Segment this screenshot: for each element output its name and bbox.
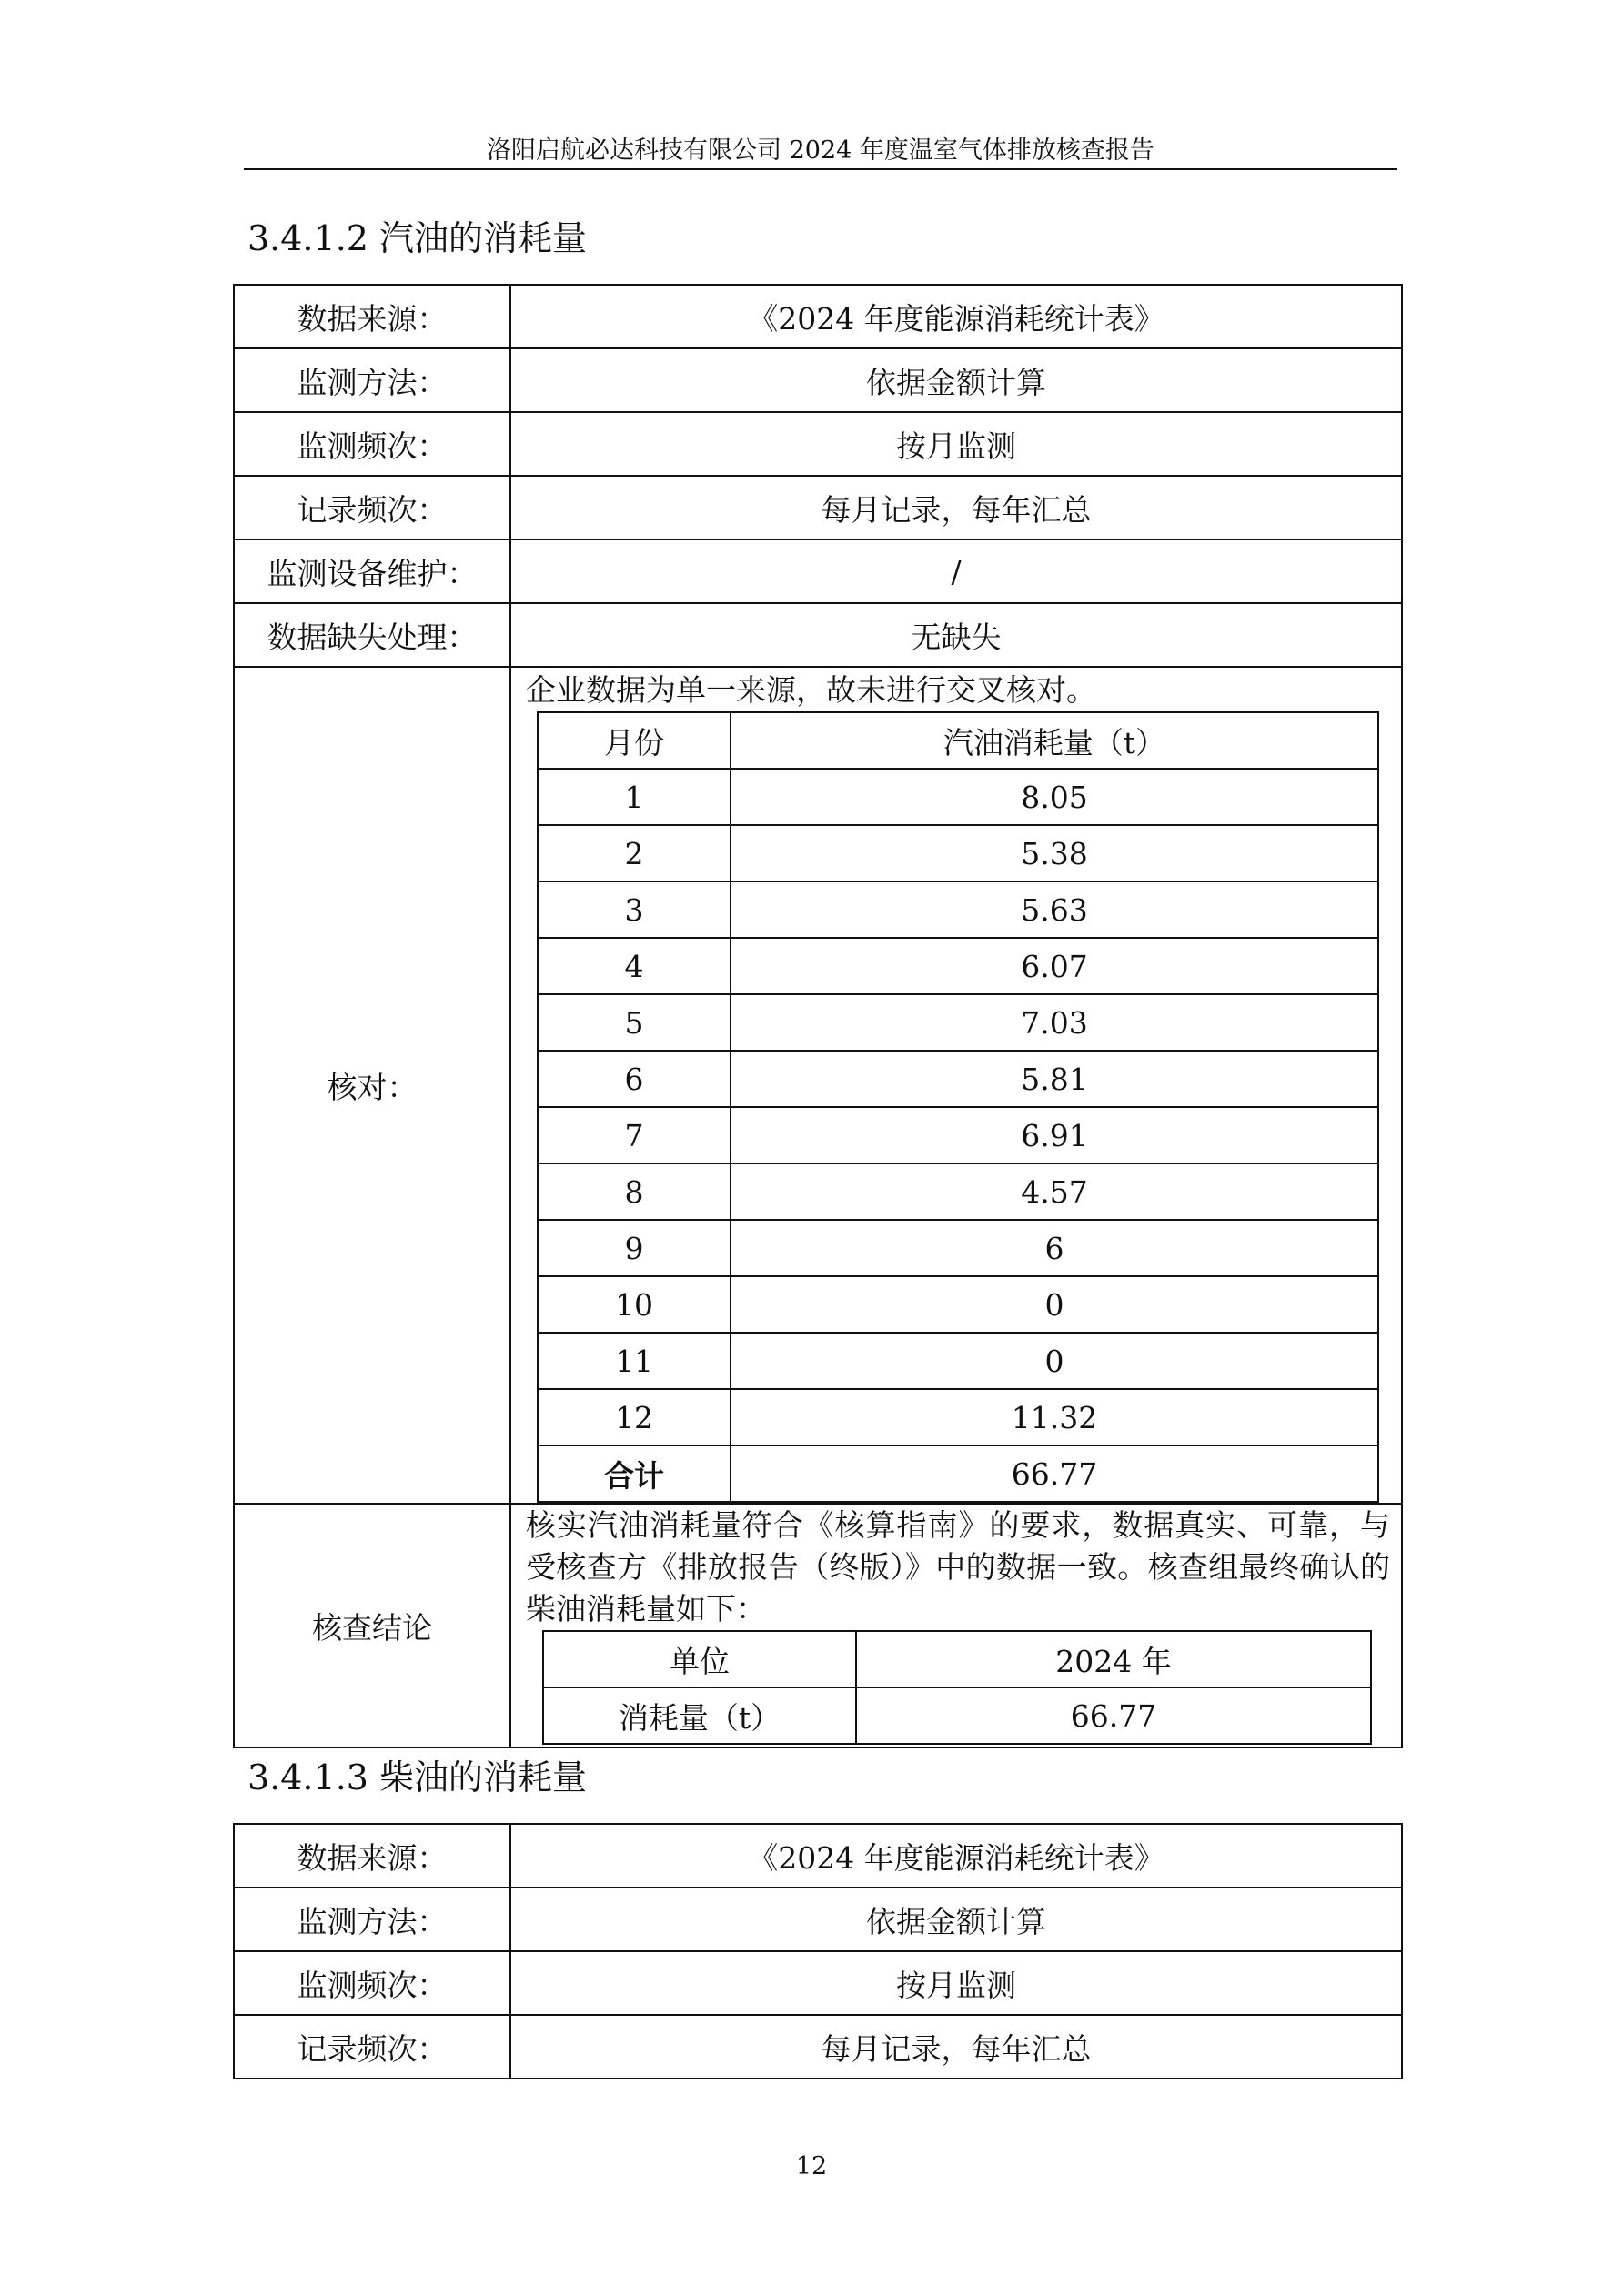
verification-label: 核对： bbox=[234, 667, 510, 1504]
row-value: / bbox=[510, 539, 1402, 603]
row-value: 《2024 年度能源消耗统计表》 bbox=[510, 285, 1402, 348]
conclusion-cell bbox=[510, 1504, 1402, 1747]
consumption-cell: 6.91 bbox=[731, 1107, 1378, 1163]
total-value: 66.77 bbox=[731, 1445, 1378, 1502]
table-row bbox=[234, 603, 1402, 667]
row-label: 数据缺失处理： bbox=[234, 603, 510, 667]
consumption-cell: 11.32 bbox=[731, 1389, 1378, 1445]
month-cell: 5 bbox=[538, 994, 731, 1051]
row-value: 无缺失 bbox=[510, 603, 1402, 667]
row-label: 监测频次： bbox=[234, 412, 510, 476]
monthly-row bbox=[538, 769, 1378, 825]
month-cell: 9 bbox=[538, 1220, 731, 1276]
monthly-row bbox=[538, 1333, 1378, 1389]
month-cell: 3 bbox=[538, 881, 731, 938]
monthly-total-row bbox=[538, 1445, 1378, 1502]
diesel-table bbox=[233, 1823, 1403, 2079]
consumption-cell: 6.07 bbox=[731, 938, 1378, 994]
report-header: 洛阳启航必达科技有限公司 2024 年度温室气体排放核查报告 bbox=[487, 136, 1154, 165]
row-value: 依据金额计算 bbox=[510, 1888, 1402, 1951]
total-label: 合计 bbox=[538, 1445, 731, 1502]
month-cell: 11 bbox=[538, 1333, 731, 1389]
conclusion-row bbox=[234, 1504, 1402, 1747]
row-value: 按月监测 bbox=[510, 412, 1402, 476]
conclusion-row-value: 66.77 bbox=[856, 1687, 1371, 1744]
consumption-cell: 5.63 bbox=[731, 881, 1378, 938]
month-cell: 8 bbox=[538, 1163, 731, 1220]
row-label: 记录频次： bbox=[234, 476, 510, 539]
monthly-row bbox=[538, 1107, 1378, 1163]
month-cell: 4 bbox=[538, 938, 731, 994]
consumption-cell: 0 bbox=[731, 1276, 1378, 1333]
section-title-diesel: 3.4.1.3 柴油的消耗量 bbox=[247, 1757, 588, 1798]
col-unit-header: 单位 bbox=[543, 1631, 856, 1687]
month-cell: 10 bbox=[538, 1276, 731, 1333]
monthly-row bbox=[538, 825, 1378, 881]
table-row bbox=[234, 1888, 1402, 1951]
month-cell: 6 bbox=[538, 1051, 731, 1107]
monthly-header-row bbox=[538, 712, 1378, 769]
row-label: 监测设备维护： bbox=[234, 539, 510, 603]
row-value: 每月记录，每年汇总 bbox=[510, 476, 1402, 539]
monthly-table bbox=[537, 711, 1379, 1503]
conclusion-value-row bbox=[543, 1687, 1371, 1744]
col-month-header: 月份 bbox=[538, 712, 731, 769]
consumption-cell: 0 bbox=[731, 1333, 1378, 1389]
table-row bbox=[234, 539, 1402, 603]
monthly-row bbox=[538, 1220, 1378, 1276]
consumption-cell: 7.03 bbox=[731, 994, 1378, 1051]
gasoline-table bbox=[233, 284, 1403, 1748]
row-label: 监测频次： bbox=[234, 1951, 510, 2015]
table-row bbox=[234, 285, 1402, 348]
month-cell: 12 bbox=[538, 1389, 731, 1445]
verification-row bbox=[234, 667, 1402, 1504]
row-value: 《2024 年度能源消耗统计表》 bbox=[510, 1824, 1402, 1888]
row-label: 监测方法： bbox=[234, 1888, 510, 1951]
monthly-row bbox=[538, 938, 1378, 994]
verification-intro: 企业数据为单一来源，故未进行交叉核对。 bbox=[526, 672, 1096, 708]
monthly-row bbox=[538, 1389, 1378, 1445]
row-value: 每月记录，每年汇总 bbox=[510, 2015, 1402, 2079]
consumption-cell: 5.81 bbox=[731, 1051, 1378, 1107]
page-number: 12 bbox=[795, 2152, 828, 2180]
col-year-header: 2024 年 bbox=[856, 1631, 1371, 1687]
conclusion-table bbox=[542, 1630, 1372, 1745]
table-row bbox=[234, 1824, 1402, 1888]
row-label: 数据来源： bbox=[234, 1824, 510, 1888]
row-label: 监测方法： bbox=[234, 348, 510, 412]
conclusion-row-label: 消耗量（t） bbox=[543, 1687, 856, 1744]
monthly-row bbox=[538, 1163, 1378, 1220]
table-row bbox=[234, 348, 1402, 412]
conclusion-label: 核查结论 bbox=[234, 1504, 510, 1747]
row-label: 数据来源： bbox=[234, 285, 510, 348]
consumption-cell: 8.05 bbox=[731, 769, 1378, 825]
verification-cell bbox=[510, 667, 1402, 1504]
table-row bbox=[234, 476, 1402, 539]
consumption-cell: 4.57 bbox=[731, 1163, 1378, 1220]
row-value: 依据金额计算 bbox=[510, 348, 1402, 412]
consumption-cell: 5.38 bbox=[731, 825, 1378, 881]
monthly-row bbox=[538, 881, 1378, 938]
section-title-gasoline: 3.4.1.2 汽油的消耗量 bbox=[247, 218, 588, 258]
table-row bbox=[234, 412, 1402, 476]
consumption-cell: 6 bbox=[731, 1220, 1378, 1276]
monthly-row bbox=[538, 994, 1378, 1051]
month-cell: 1 bbox=[538, 769, 731, 825]
table-row bbox=[234, 2015, 1402, 2079]
month-cell: 2 bbox=[538, 825, 731, 881]
row-label: 记录频次： bbox=[234, 2015, 510, 2079]
col-consumption-header: 汽油消耗量（t） bbox=[731, 712, 1378, 769]
table-row bbox=[234, 1951, 1402, 2015]
month-cell: 7 bbox=[538, 1107, 731, 1163]
monthly-row bbox=[538, 1276, 1378, 1333]
conclusion-text: 核实汽油消耗量符合《核算指南》的要求，数据真实、可靠，与受核查方《排放报告（终版）》中的数据一致。核查组最终确认的柴油消耗量如下： bbox=[526, 1507, 1390, 1626]
row-value: 按月监测 bbox=[510, 1951, 1402, 2015]
conclusion-header-row bbox=[543, 1631, 1371, 1687]
header-rule bbox=[244, 168, 1397, 170]
monthly-row bbox=[538, 1051, 1378, 1107]
